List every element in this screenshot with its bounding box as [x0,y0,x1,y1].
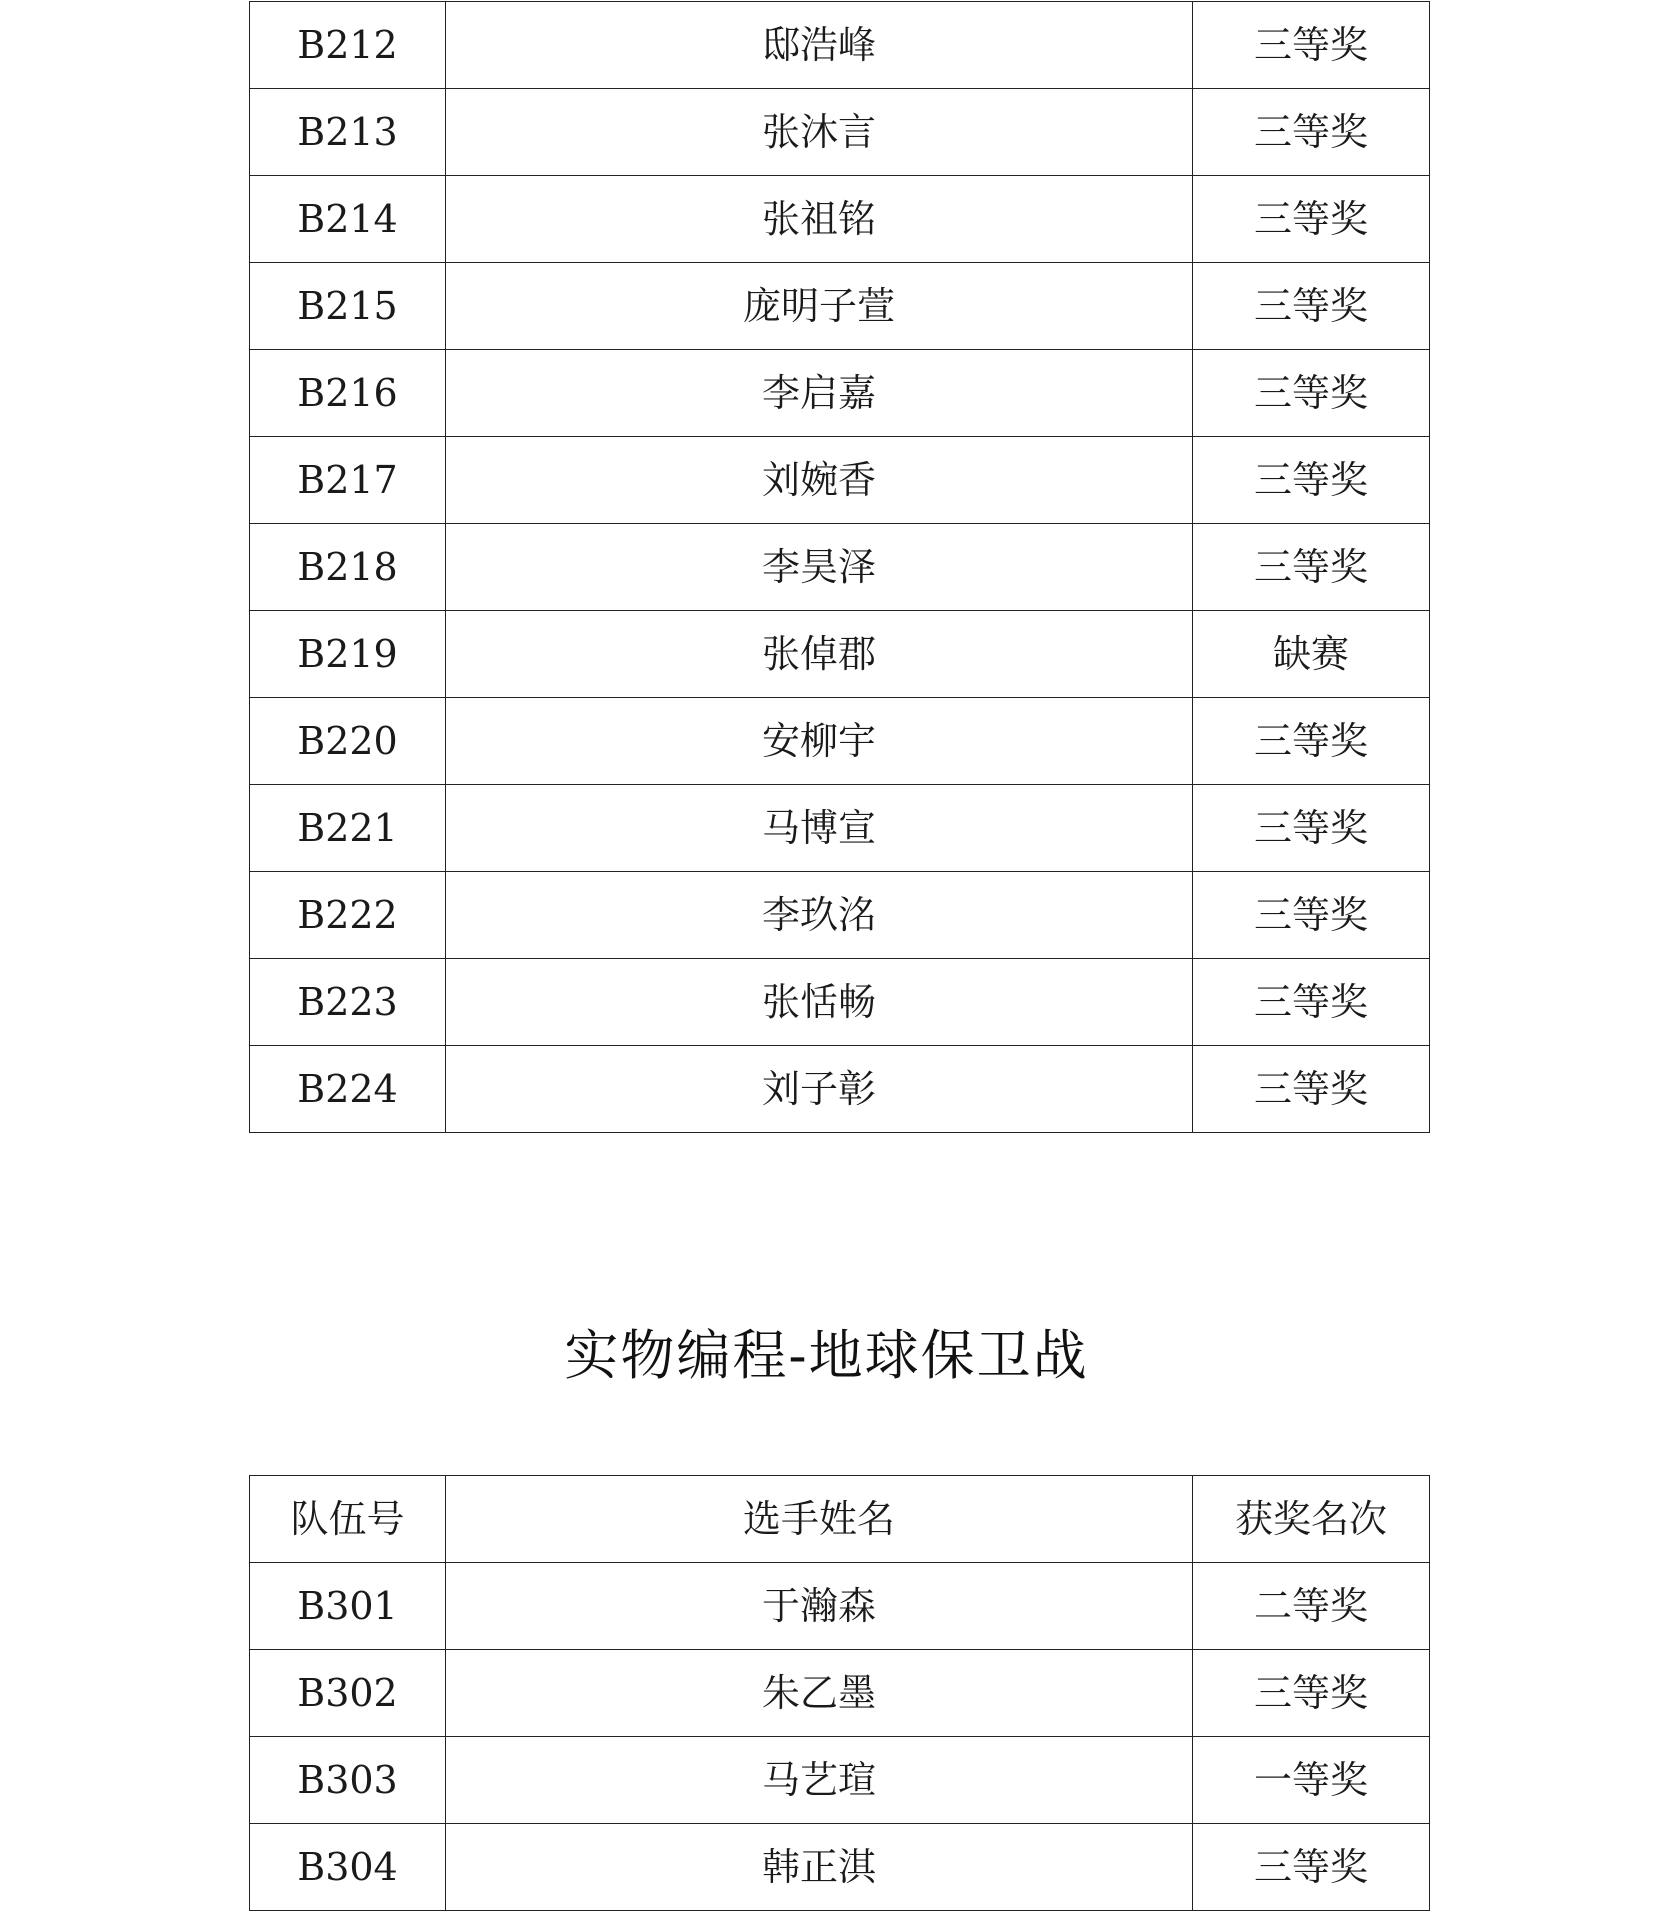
team-number-cell: B217 [250,437,446,524]
team-number-cell: B224 [250,1046,446,1133]
team-number-cell: B222 [250,872,446,959]
award-cell: 三等奖 [1193,524,1430,611]
table-row [250,437,1430,524]
table-row [250,89,1430,176]
player-name-cell: 李昊泽 [446,524,1193,611]
award-cell: 三等奖 [1193,959,1430,1046]
award-cell: 三等奖 [1193,176,1430,263]
player-name-cell: 于瀚森 [446,1563,1193,1650]
award-table-body [250,1476,1430,1911]
player-name-cell: 李玖洺 [446,872,1193,959]
table-row [250,959,1430,1046]
award-cell: 三等奖 [1193,350,1430,437]
section-title: 实物编程-地球保卫战 [564,1324,1089,1387]
award-cell: 三等奖 [1193,872,1430,959]
award-cell: 三等奖 [1193,263,1430,350]
table-row [250,1824,1430,1911]
player-name-cell: 安柳宇 [446,698,1193,785]
team-number-cell: B214 [250,176,446,263]
award-cell: 缺赛 [1193,611,1430,698]
player-name-cell: 李启嘉 [446,350,1193,437]
award-cell: 三等奖 [1193,437,1430,524]
table-row [250,2,1430,89]
player-name-cell: 张沐言 [446,89,1193,176]
team-number-cell: B304 [250,1824,446,1911]
team-number-cell: B220 [250,698,446,785]
header-player-name: 选手姓名 [446,1476,1193,1563]
table-row [250,263,1430,350]
player-name-cell: 马艺瑄 [446,1737,1193,1824]
award-cell: 三等奖 [1193,1046,1430,1133]
table-row [250,176,1430,263]
player-name-cell: 马博宣 [446,785,1193,872]
award-table-earth-defense [249,1475,1430,1911]
team-number-cell: B301 [250,1563,446,1650]
team-number-cell: B213 [250,89,446,176]
award-table-body [250,2,1430,1133]
table-header-row [250,1476,1430,1563]
table-row [250,524,1430,611]
team-number-cell: B219 [250,611,446,698]
table-row [250,872,1430,959]
award-cell: 三等奖 [1193,89,1430,176]
player-name-cell: 刘子彰 [446,1046,1193,1133]
team-number-cell: B221 [250,785,446,872]
award-cell: 二等奖 [1193,1563,1430,1650]
table-row [250,1737,1430,1824]
table-row [250,698,1430,785]
team-number-cell: B218 [250,524,446,611]
award-cell: 一等奖 [1193,1737,1430,1824]
player-name-cell: 邸浩峰 [446,2,1193,89]
award-cell: 三等奖 [1193,698,1430,785]
table-row [250,611,1430,698]
award-table-continued [249,1,1430,1133]
award-cell: 三等奖 [1193,1650,1430,1737]
table-row [250,350,1430,437]
player-name-cell: 朱乙墨 [446,1650,1193,1737]
player-name-cell: 刘婉香 [446,437,1193,524]
award-cell: 三等奖 [1193,2,1430,89]
team-number-cell: B303 [250,1737,446,1824]
player-name-cell: 张祖铭 [446,176,1193,263]
award-cell: 三等奖 [1193,1824,1430,1911]
team-number-cell: B302 [250,1650,446,1737]
team-number-cell: B215 [250,263,446,350]
player-name-cell: 韩正淇 [446,1824,1193,1911]
header-award-rank: 获奖名次 [1193,1476,1430,1563]
team-number-cell: B212 [250,2,446,89]
header-team-number: 队伍号 [250,1476,446,1563]
player-name-cell: 张倬郡 [446,611,1193,698]
award-cell: 三等奖 [1193,785,1430,872]
table-row [250,1650,1430,1737]
team-number-cell: B223 [250,959,446,1046]
table-row [250,1046,1430,1133]
player-name-cell: 张恬畅 [446,959,1193,1046]
team-number-cell: B216 [250,350,446,437]
table-row [250,785,1430,872]
player-name-cell: 庞明子萱 [446,263,1193,350]
table-row [250,1563,1430,1650]
